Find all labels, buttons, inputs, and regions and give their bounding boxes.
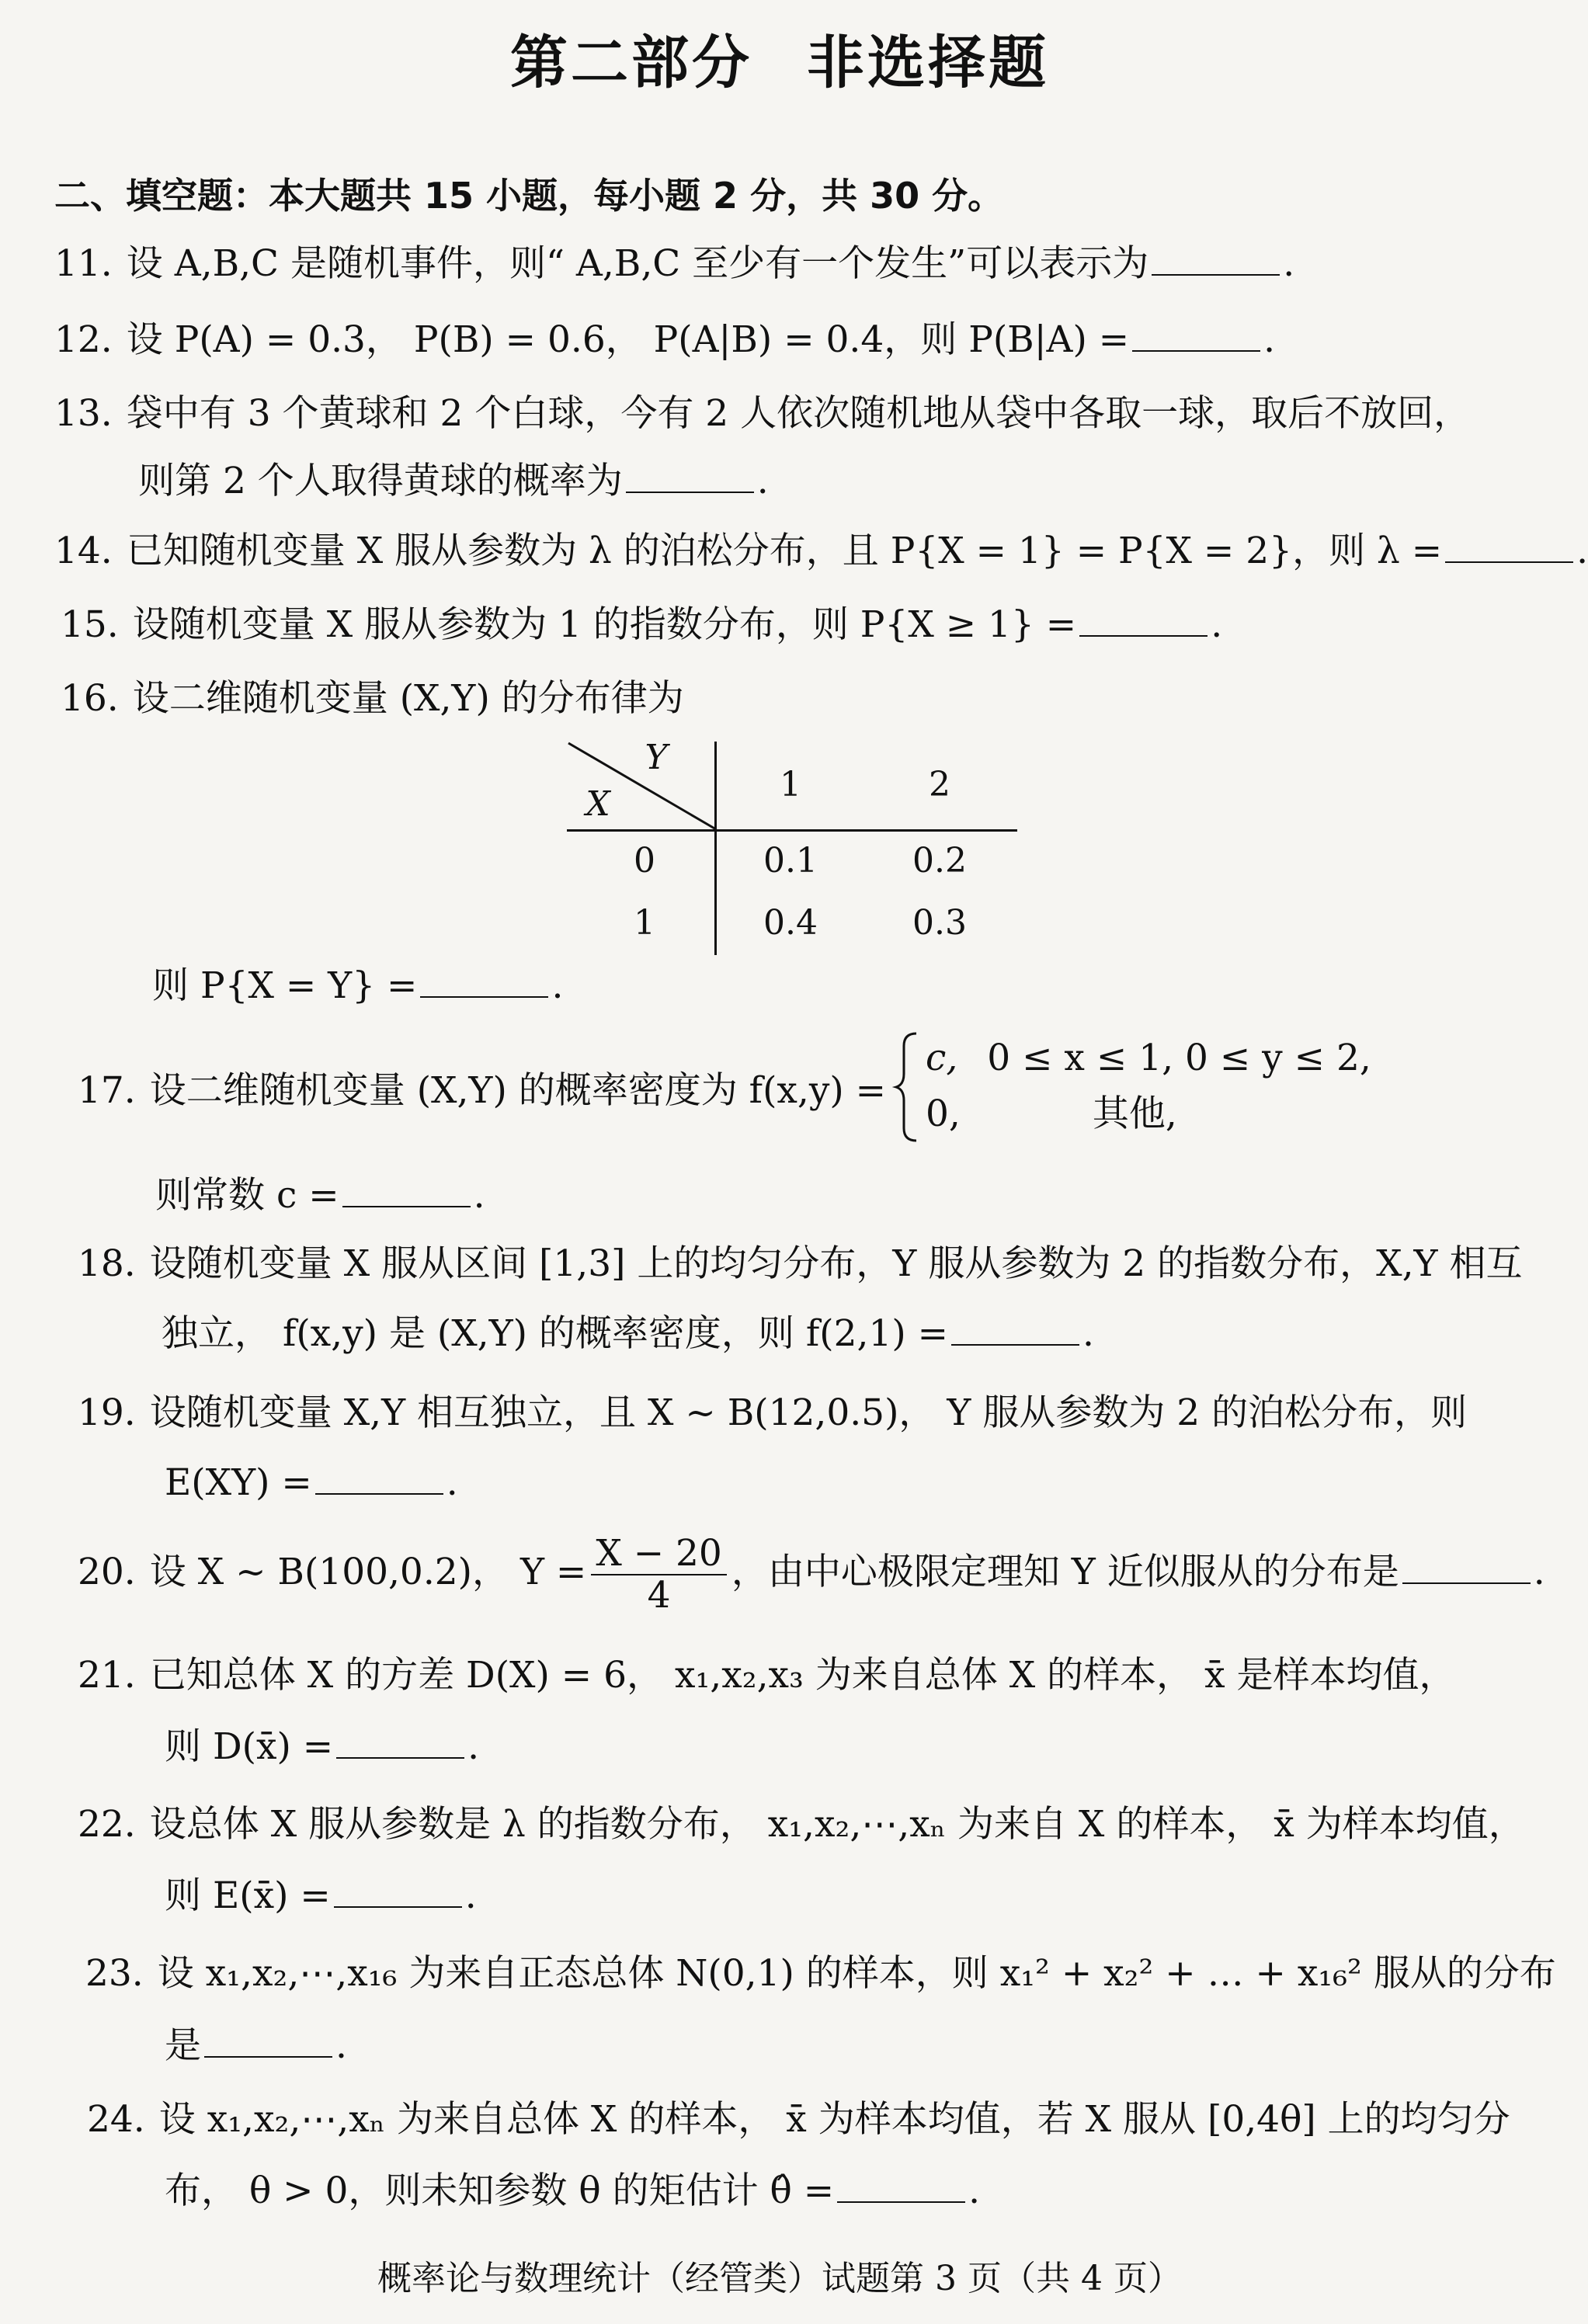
case-condition: 其他, [1092,1093,1177,1135]
table-col-var: Y [645,738,668,777]
question-text: 则 P{X = Y} = [152,964,418,1007]
distribution-table [559,738,1025,959]
question-text: 设 P(A) = 0.3， P(B) = 0.6， P(A|B) = 0.4，则 P(B|A) = [126,318,1130,361]
question-21 [78,1652,1456,1699]
question-text: 设 A,B,C 是随机事件，则“ A,B,C 至少有一个发生”可以表示为 [126,242,1149,285]
question-16-cont: 则 P{X = Y} = . [152,964,564,1007]
section-heading: 二、填空题：本大题共 15 小题，每小题 2 分，共 30 分。 [54,175,1004,217]
question-text: 已知随机变量 X 服从参数为 λ 的泊松分布，且 P{X = 1} = P{X = 2}，则 λ = [126,530,1443,572]
question-13 [54,391,1470,437]
answer-blank [315,1462,443,1495]
question-17 [78,1068,886,1114]
question-20: 20. 设 X ~ B(100,0.2)， Y = $\frac{X - 20}{4}$ ，由中心极限定理知 Y 近似服从的分布是 . [78,1530,1545,1616]
case-value: 0, [926,1093,961,1135]
page-footer: 概率论与数理统计（经管类）试题第 3 页（共 4 页） [377,2259,1182,2298]
question-text: 设二维随机变量 (X,Y) 的概率密度为 f(x,y) = [149,1069,887,1112]
table-cell: 0.3 [912,903,967,943]
answer-blank [420,965,548,998]
table-cell: 0.1 [763,841,818,881]
question-text: ，由中心极限定理知 Y 近似服从的分布是 [731,1551,1399,1593]
page-title [0,17,1559,99]
question-number: 22. [78,1803,136,1846]
title-part: 第二部分 [510,30,752,96]
question-12: 12. 设 P(A) = 0.3， P(B) = 0.6， P(A|B) = 0.4，则 P(B|A) = . [54,317,1275,363]
question-text: 则常数 c = [155,1174,339,1217]
question-number: 14. [54,530,113,572]
question-22 [78,1801,1525,1848]
table-row-header: 1 [634,903,655,943]
answer-blank [837,2170,965,2203]
answer-blank [1079,604,1208,637]
question-number: 21. [78,1654,136,1697]
question-text: 则 E(x̄) = [165,1874,331,1917]
question-number: 15. [61,603,119,646]
question-text: 已知总体 X 的方差 D(X) = 6， x₁,x₂,x₃ 为来自总体 X 的样本， x̄ 是样本均值， [149,1654,1456,1697]
question-number: 19. [78,1391,136,1434]
question-14: 14. 已知随机变量 X 服从参数为 λ 的泊松分布，且 P{X = 1} = P{X = 2}，则 λ = . [54,528,1588,575]
table-hline [567,829,1017,832]
question-text: E(XY) = [165,1461,312,1504]
question-number: 11. [54,242,113,285]
question-text: 设二维随机变量 (X,Y) 的分布律为 [132,677,684,720]
answer-blank [204,2025,332,2058]
answer-blank [1445,530,1573,563]
fraction-denominator: 4 [647,1574,671,1617]
question-number: 23. [85,1952,144,1995]
answer-blank [1402,1551,1531,1584]
table-col-header: 2 [929,765,950,804]
question-18-cont: 独立， f(x,y) 是 (X,Y) 的概率密度，则 f(2,1) = . [162,1312,1094,1355]
question-text: 设随机变量 X 服从区间 [1,3] 上的均匀分布，Y 服从参数为 2 的指数分布，X,Y 相互 [149,1242,1523,1285]
title-type: 非选择题 [807,30,1049,96]
question-23 [85,1951,1556,1997]
answer-blank [1132,319,1260,352]
table-cell: 0.4 [763,903,818,943]
answer-blank [334,1875,462,1908]
question-22-cont: 则 E(x̄) = . [165,1874,477,1917]
question-text: 是 [165,2024,201,2067]
question-number: 16. [61,677,119,720]
case-condition: 0 ≤ x ≤ 1, 0 ≤ y ≤ 2, [987,1037,1371,1079]
brace-icon [893,1029,924,1145]
question-text: 独立， f(x,y) 是 (X,Y) 的概率密度，则 f(2,1) = [162,1312,949,1355]
question-text: 设 x₁,x₂,⋯,x₁₆ 为来自正态总体 N(0,1) 的样本，则 x₁² + x₂² + … + x₁₆² 服从的分布 [157,1952,1556,1995]
answer-blank [336,1726,464,1759]
question-text: 设总体 X 服从参数是 λ 的指数分布， x₁,x₂,⋯,xₙ 为来自 X 的样本， x̄ 为样本均值， [149,1803,1525,1846]
question-number: 24. [87,2098,145,2141]
question-text: 则第 2 个人取得黄球的概率为 [138,460,623,502]
question-text: 布， θ > 0，则未知参数 θ 的矩估计 θ̂ = [165,2169,835,2212]
question-number: 12. [54,318,113,361]
table-row-var: X [586,784,610,824]
question-number: 18. [78,1242,136,1285]
question-15: 15. 设随机变量 X 服从参数为 1 的指数分布，则 P{X ≥ 1} = . [61,602,1222,648]
fraction [591,1534,727,1616]
question-17-cont: 则常数 c = . [155,1174,485,1217]
question-11: 11. 设 A,B,C 是随机事件，则“ A,B,C 至少有一个发生”可以表示为 . [54,241,1294,287]
question-number: 17. [78,1069,136,1112]
table-cell: 0.2 [912,841,967,881]
question-text: 设随机变量 X 服从参数为 1 的指数分布，则 P{X ≥ 1} = [132,603,1077,646]
question-13-cont: 则第 2 个人取得黄球的概率为 . [138,460,769,502]
answer-blank [1152,243,1280,276]
question-16 [61,676,684,722]
table-row-header: 0 [634,841,655,881]
question-18 [78,1241,1523,1287]
case-value: c, [926,1037,958,1079]
question-number: 20. [78,1551,136,1593]
question-text: 则 D(x̄) = [165,1725,334,1768]
question-text: 袋中有 3 个黄球和 2 个白球，今有 2 人依次随机地从袋中各取一球，取后不放回， [126,392,1471,435]
question-19 [78,1390,1467,1436]
question-text: 设 X ~ B(100,0.2)， Y = [149,1551,587,1593]
fraction-numerator: X − 20 [591,1534,727,1575]
table-col-header: 1 [780,765,801,804]
question-21-cont: 则 D(x̄) = . [165,1725,480,1768]
question-24-cont: 布， θ > 0，则未知参数 θ 的矩估计 θ̂ = . [165,2169,981,2212]
question-19-cont: E(XY) = . [165,1461,458,1504]
answer-blank [626,460,754,493]
question-number: 13. [54,392,113,435]
question-text: 设随机变量 X,Y 相互独立，且 X ~ B(12,0.5)， Y 服从参数为 2 的泊松分布，则 [149,1391,1468,1434]
answer-blank [951,1313,1079,1346]
question-23-cont: 是 . [165,2024,347,2067]
answer-blank [342,1175,471,1207]
question-24 [87,2096,1510,2143]
table-vline [714,742,717,955]
question-text: 设 x₁,x₂,⋯,xₙ 为来自总体 X 的样本， x̄ 为样本均值，若 X 服从 [0,4θ] 上的均匀分 [158,2098,1510,2141]
